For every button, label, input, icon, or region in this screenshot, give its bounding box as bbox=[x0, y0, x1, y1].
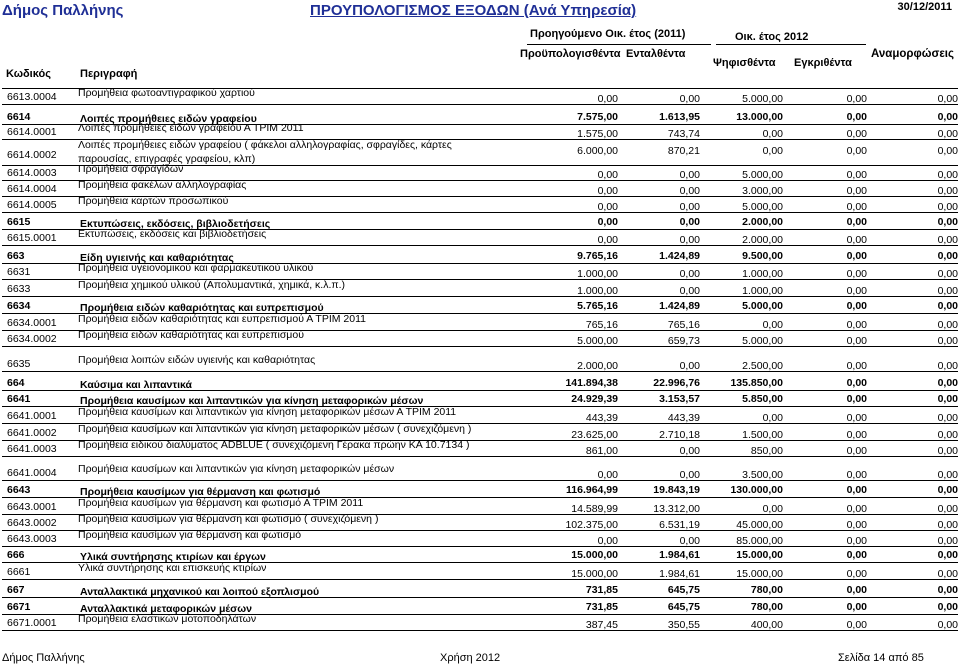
row-code: 6643 bbox=[7, 484, 31, 496]
row-separator bbox=[2, 480, 958, 481]
budgeted-value: 0,00 bbox=[597, 93, 618, 105]
voted-value: 1.500,00 bbox=[742, 429, 783, 441]
budgeted-value: 0,00 bbox=[597, 185, 618, 197]
ordered-value: 645,75 bbox=[667, 584, 700, 596]
ordered-value: 3.153,57 bbox=[659, 393, 700, 405]
row-description: Εκτυπώσεις, εκδόσεις και βιβλιοδετήσεις bbox=[78, 228, 267, 240]
voted-value: 85.000,00 bbox=[736, 535, 783, 547]
voted-value: 135.850,00 bbox=[730, 377, 783, 389]
row-code: 664 bbox=[7, 377, 25, 389]
row-code: 6635 bbox=[7, 358, 31, 370]
row-code: 6641.0002 bbox=[7, 427, 57, 439]
row-separator bbox=[2, 597, 958, 598]
revisions-value: 0,00 bbox=[937, 549, 958, 561]
row-code: 6641.0001 bbox=[7, 410, 57, 422]
current-year-heading: Οικ. έτος 2012 bbox=[735, 31, 809, 43]
approved-value: 0,00 bbox=[846, 335, 867, 347]
row-code: 6633 bbox=[7, 283, 31, 295]
approved-value: 0,00 bbox=[846, 216, 867, 228]
budgeted-value: 861,00 bbox=[585, 445, 618, 457]
ordered-value: 0,00 bbox=[679, 216, 700, 228]
row-description: Εκτυπώσεις, εκδόσεις, βιβλιοδετήσεις bbox=[80, 218, 271, 230]
ordered-value: 1.613,95 bbox=[659, 111, 700, 123]
row-description: Προμήθεια σφραγίδων bbox=[78, 163, 184, 175]
row-description: Προμήθεια ελαστικών μοτοποδηλάτων bbox=[78, 613, 257, 625]
row-code: 6641.0003 bbox=[7, 443, 57, 455]
approved-value: 0,00 bbox=[846, 412, 867, 424]
budgeted-value: 141.894,38 bbox=[565, 377, 618, 389]
column-header-voted: Ψηφισθέντα bbox=[713, 57, 776, 69]
voted-value: 3.500,00 bbox=[742, 469, 783, 481]
column-header-code: Κωδικός bbox=[6, 68, 51, 80]
row-description: Προμήθεια ειδών καθαριότητας και ευπρεπισμού bbox=[80, 302, 324, 314]
column-header-revisions: Αναμορφώσεις bbox=[871, 48, 954, 60]
budgeted-value: 1.000,00 bbox=[577, 268, 618, 280]
voted-value: 5.000,00 bbox=[742, 93, 783, 105]
voted-value: 1.000,00 bbox=[742, 285, 783, 297]
row-description: Προμήθεια καυσίμων για θέρμανση και φωτισμό Α ΤΡΙΜ 2011 bbox=[78, 497, 364, 509]
row-description: Προμήθεια καυσίμων και λιπαντικών για κίνηση μεταφορικών μέσων bbox=[80, 395, 424, 407]
ordered-value: 1.424,89 bbox=[659, 250, 700, 262]
row-code: 6614.0002 bbox=[7, 149, 57, 161]
voted-value: 0,00 bbox=[762, 503, 783, 515]
budgeted-value: 443,39 bbox=[585, 412, 618, 424]
row-description: Προμήθεια φωτοαντιγραφικού χαρτιού bbox=[78, 87, 255, 99]
row-separator bbox=[2, 390, 958, 391]
approved-value: 0,00 bbox=[846, 519, 867, 531]
budgeted-value: 1.575,00 bbox=[577, 128, 618, 140]
budgeted-value: 387,45 bbox=[585, 619, 618, 631]
revisions-value: 0,00 bbox=[937, 185, 958, 197]
report-title: ΠΡΟΥΠΟΛΟΓΙΣΜΟΣ ΕΞΟΔΩΝ (Ανά Υπηρεσία) bbox=[310, 2, 637, 19]
revisions-value: 0,00 bbox=[937, 93, 958, 105]
cur-year-underline bbox=[716, 44, 866, 45]
revisions-value: 0,00 bbox=[937, 519, 958, 531]
revisions-value: 0,00 bbox=[937, 584, 958, 596]
report-date: 30/12/2011 bbox=[897, 1, 952, 13]
ordered-value: 743,74 bbox=[667, 128, 700, 140]
row-separator bbox=[2, 212, 958, 213]
voted-value: 2.000,00 bbox=[742, 216, 783, 228]
budgeted-value: 14.589,99 bbox=[571, 503, 618, 515]
revisions-value: 0,00 bbox=[937, 128, 958, 140]
row-code: 6634.0002 bbox=[7, 333, 57, 345]
approved-value: 0,00 bbox=[846, 93, 867, 105]
voted-value: 2.500,00 bbox=[742, 360, 783, 372]
revisions-value: 0,00 bbox=[937, 268, 958, 280]
previous-year-heading: Προηγούμενο Οικ. έτος (2011) bbox=[530, 28, 686, 40]
budgeted-value: 0,00 bbox=[597, 234, 618, 246]
voted-value: 3.000,00 bbox=[742, 185, 783, 197]
budgeted-value: 731,85 bbox=[585, 584, 618, 596]
row-code: 6615 bbox=[7, 216, 31, 228]
row-description: Υλικά συντήρησης κτιρίων και έργων bbox=[80, 551, 266, 563]
ordered-value: 0,00 bbox=[679, 234, 700, 246]
approved-value: 0,00 bbox=[846, 285, 867, 297]
approved-value: 0,00 bbox=[846, 201, 867, 213]
row-separator bbox=[2, 579, 958, 580]
revisions-value: 0,00 bbox=[937, 201, 958, 213]
revisions-value: 0,00 bbox=[937, 335, 958, 347]
row-description: Προμήθεια καυσίμων για θέρμανση και φωτισμό ( συνεχιζόμενη ) bbox=[78, 513, 379, 525]
revisions-value: 0,00 bbox=[937, 619, 958, 631]
ordered-value: 0,00 bbox=[679, 169, 700, 181]
revisions-value: 0,00 bbox=[937, 319, 958, 331]
approved-value: 0,00 bbox=[846, 111, 867, 123]
approved-value: 0,00 bbox=[846, 169, 867, 181]
row-code: 6614.0001 bbox=[7, 126, 57, 138]
budgeted-value: 15.000,00 bbox=[571, 568, 618, 580]
row-code: 667 bbox=[7, 584, 25, 596]
revisions-value: 0,00 bbox=[937, 285, 958, 297]
footer-organization: Δήμος Παλλήνης bbox=[2, 652, 85, 664]
ordered-value: 22.996,76 bbox=[653, 377, 700, 389]
ordered-value: 0,00 bbox=[679, 93, 700, 105]
row-code: 6641.0004 bbox=[7, 467, 57, 479]
budgeted-value: 5.000,00 bbox=[577, 335, 618, 347]
row-separator bbox=[2, 104, 958, 105]
row-description: Προμήθεια καυσίμων για θέρμανση και φωτισμό bbox=[80, 486, 321, 498]
revisions-value: 0,00 bbox=[937, 503, 958, 515]
ordered-value: 0,00 bbox=[679, 535, 700, 547]
row-description: Προμήθεια ειδών καθαριότητας και ευπρεπισμού Α ΤΡΙΜ 2011 bbox=[78, 313, 367, 325]
budgeted-value: 765,16 bbox=[585, 319, 618, 331]
row-code: 663 bbox=[7, 250, 25, 262]
voted-value: 0,00 bbox=[762, 128, 783, 140]
row-separator bbox=[2, 346, 958, 347]
revisions-value: 0,00 bbox=[937, 111, 958, 123]
budgeted-value: 0,00 bbox=[597, 216, 618, 228]
voted-value: 1.000,00 bbox=[742, 268, 783, 280]
ordered-value: 350,55 bbox=[667, 619, 700, 631]
row-separator bbox=[2, 245, 958, 246]
footer-page-number: Σελίδα 14 από 85 bbox=[838, 652, 924, 664]
ordered-value: 1.984,61 bbox=[659, 568, 700, 580]
row-description-continued: παρουσίας, επιγραφές γραφείου, κλπ) bbox=[78, 153, 256, 165]
row-code: 6643.0001 bbox=[7, 501, 57, 513]
ordered-value: 0,00 bbox=[679, 445, 700, 457]
budgeted-value: 102.375,00 bbox=[565, 519, 618, 531]
approved-value: 0,00 bbox=[846, 568, 867, 580]
row-code: 6671 bbox=[7, 601, 31, 613]
ordered-value: 2.710,18 bbox=[659, 429, 700, 441]
voted-value: 13.000,00 bbox=[736, 111, 783, 123]
row-description: Προμήθεια λοιπών ειδών υγιεινής και καθαριότητας bbox=[78, 354, 316, 366]
row-separator bbox=[2, 630, 958, 631]
approved-value: 0,00 bbox=[846, 535, 867, 547]
budgeted-value: 2.000,00 bbox=[577, 360, 618, 372]
budgeted-value: 7.575,00 bbox=[577, 111, 618, 123]
row-code: 6613.0004 bbox=[7, 91, 57, 103]
budgeted-value: 5.765,16 bbox=[577, 300, 618, 312]
ordered-value: 0,00 bbox=[679, 268, 700, 280]
row-separator bbox=[2, 371, 958, 372]
row-description: Είδη υγιεινής και καθαριότητας bbox=[80, 252, 234, 264]
voted-value: 0,00 bbox=[762, 145, 783, 157]
row-code: 6661 bbox=[7, 566, 31, 578]
voted-value: 5.000,00 bbox=[742, 201, 783, 213]
approved-value: 0,00 bbox=[846, 503, 867, 515]
voted-value: 5.850,00 bbox=[742, 393, 783, 405]
row-description: Καύσιμα και λιπαντικά bbox=[80, 379, 192, 391]
column-header-budgeted: Προϋπολογισθέντα bbox=[520, 48, 621, 60]
ordered-value: 1.424,89 bbox=[659, 300, 700, 312]
approved-value: 0,00 bbox=[846, 469, 867, 481]
voted-value: 5.000,00 bbox=[742, 335, 783, 347]
row-description: Προμήθεια καυσίμων για θέρμανση και φωτισμό bbox=[78, 529, 302, 541]
row-code: 6634.0001 bbox=[7, 317, 57, 329]
ordered-value: 13.312,00 bbox=[653, 503, 700, 515]
approved-value: 0,00 bbox=[846, 429, 867, 441]
budgeted-value: 0,00 bbox=[597, 535, 618, 547]
column-header-ordered: Ενταλθέντα bbox=[626, 48, 686, 60]
prev-year-underline bbox=[527, 44, 711, 45]
voted-value: 5.000,00 bbox=[742, 169, 783, 181]
approved-value: 0,00 bbox=[846, 393, 867, 405]
approved-value: 0,00 bbox=[846, 145, 867, 157]
revisions-value: 0,00 bbox=[937, 535, 958, 547]
revisions-value: 0,00 bbox=[937, 216, 958, 228]
row-description: Ανταλλακτικά μεταφορικών μέσων bbox=[80, 603, 253, 615]
voted-value: 0,00 bbox=[762, 319, 783, 331]
row-description: Υλικά συντήρησης και επισκευής κτιρίων bbox=[78, 562, 267, 574]
row-code: 6641 bbox=[7, 393, 31, 405]
ordered-value: 6.531,19 bbox=[659, 519, 700, 531]
budgeted-value: 0,00 bbox=[597, 169, 618, 181]
budgeted-value: 9.765,16 bbox=[577, 250, 618, 262]
row-description: Προμήθεια καυσίμων και λιπαντικών για κίνηση μεταφορικών μέσων bbox=[78, 463, 395, 475]
row-description: Προμήθεια καυσίμων και λιπαντικών για κίνηση μεταφορικών μέσων Α ΤΡΙΜ 2011 bbox=[78, 406, 457, 418]
approved-value: 0,00 bbox=[846, 268, 867, 280]
ordered-value: 1.984,61 bbox=[659, 549, 700, 561]
report-header bbox=[0, 0, 960, 92]
budgeted-value: 1.000,00 bbox=[577, 285, 618, 297]
voted-value: 0,00 bbox=[762, 412, 783, 424]
row-description: Προμήθεια καρτών προσωπικού bbox=[78, 195, 229, 207]
approved-value: 0,00 bbox=[846, 250, 867, 262]
ordered-value: 645,75 bbox=[667, 601, 700, 613]
ordered-value: 443,39 bbox=[667, 412, 700, 424]
ordered-value: 19.843,19 bbox=[653, 484, 700, 496]
revisions-value: 0,00 bbox=[937, 250, 958, 262]
approved-value: 0,00 bbox=[846, 549, 867, 561]
budgeted-value: 24.929,39 bbox=[571, 393, 618, 405]
approved-value: 0,00 bbox=[846, 584, 867, 596]
revisions-value: 0,00 bbox=[937, 601, 958, 613]
revisions-value: 0,00 bbox=[937, 393, 958, 405]
approved-value: 0,00 bbox=[846, 128, 867, 140]
row-code: 6643.0002 bbox=[7, 517, 57, 529]
organization-name: Δήμος Παλλήνης bbox=[2, 2, 124, 19]
voted-value: 130.000,00 bbox=[730, 484, 783, 496]
voted-value: 5.000,00 bbox=[742, 300, 783, 312]
row-description: Προμήθεια καυσίμων και λιπαντικών για κίνηση μεταφορικών μέσων ( συνεχιζόμενη ) bbox=[78, 423, 472, 435]
row-description: Προμήθεια ειδών καθαριότητας και ευπρεπισμού bbox=[78, 329, 304, 341]
voted-value: 400,00 bbox=[750, 619, 783, 631]
row-description: Λοιπές προμήθειες ειδών γραφείου Α ΤΡΙΜ 2011 bbox=[78, 122, 304, 134]
approved-value: 0,00 bbox=[846, 319, 867, 331]
row-code: 6614.0004 bbox=[7, 183, 57, 195]
row-code: 6614.0005 bbox=[7, 199, 57, 211]
footer-fiscal-year: Χρήση 2012 bbox=[440, 652, 501, 664]
budgeted-value: 116.964,99 bbox=[566, 484, 618, 496]
voted-value: 850,00 bbox=[750, 445, 783, 457]
row-description: Λοιπές προμήθειες ειδών γραφείου ( φάκελοι αλληλογραφίας, σφραγίδες, κάρτες bbox=[78, 139, 452, 151]
row-description: Λοιπές προμήθειες ειδών γραφείου bbox=[80, 113, 257, 125]
row-code: 6643.0003 bbox=[7, 533, 57, 545]
budgeted-value: 731,85 bbox=[585, 601, 618, 613]
row-description: Ανταλλακτικά μηχανικού και λοιπού εξοπλισμού bbox=[80, 586, 320, 598]
revisions-value: 0,00 bbox=[937, 412, 958, 424]
revisions-value: 0,00 bbox=[937, 377, 958, 389]
approved-value: 0,00 bbox=[846, 619, 867, 631]
approved-value: 0,00 bbox=[846, 445, 867, 457]
budgeted-value: 0,00 bbox=[597, 201, 618, 213]
approved-value: 0,00 bbox=[846, 234, 867, 246]
budgeted-value: 15.000,00 bbox=[571, 549, 618, 561]
revisions-value: 0,00 bbox=[937, 234, 958, 246]
voted-value: 9.500,00 bbox=[742, 250, 783, 262]
approved-value: 0,00 bbox=[846, 360, 867, 372]
ordered-value: 0,00 bbox=[679, 285, 700, 297]
row-code: 6631 bbox=[7, 266, 31, 278]
ordered-value: 0,00 bbox=[679, 201, 700, 213]
voted-value: 2.000,00 bbox=[742, 234, 783, 246]
row-code: 6634 bbox=[7, 300, 31, 312]
voted-value: 15.000,00 bbox=[736, 568, 783, 580]
revisions-value: 0,00 bbox=[937, 568, 958, 580]
ordered-value: 0,00 bbox=[679, 185, 700, 197]
approved-value: 0,00 bbox=[846, 601, 867, 613]
row-separator bbox=[2, 546, 958, 547]
row-description: Προμήθεια υγειονομικού και φαρμακευτικού υλικού bbox=[78, 262, 314, 274]
revisions-value: 0,00 bbox=[937, 445, 958, 457]
ordered-value: 765,16 bbox=[667, 319, 700, 331]
voted-value: 780,00 bbox=[750, 584, 783, 596]
approved-value: 0,00 bbox=[846, 484, 867, 496]
revisions-value: 0,00 bbox=[937, 360, 958, 372]
column-header-approved: Εγκριθέντα bbox=[794, 57, 852, 69]
row-code: 666 bbox=[7, 549, 25, 561]
revisions-value: 0,00 bbox=[937, 469, 958, 481]
voted-value: 45.000,00 bbox=[736, 519, 783, 531]
ordered-value: 659,73 bbox=[667, 335, 700, 347]
ordered-value: 0,00 bbox=[679, 469, 700, 481]
row-code: 6615.0001 bbox=[7, 232, 57, 244]
row-description: Προμήθεια φακέλων αλληλογραφίας bbox=[78, 179, 247, 191]
revisions-value: 0,00 bbox=[937, 429, 958, 441]
ordered-value: 0,00 bbox=[679, 360, 700, 372]
voted-value: 780,00 bbox=[750, 601, 783, 613]
row-separator bbox=[2, 296, 958, 297]
voted-value: 15.000,00 bbox=[736, 549, 783, 561]
budgeted-value: 6.000,00 bbox=[577, 145, 618, 157]
row-description: Προμήθεια χημικού υλικού (Απολυμαντικά, χημικά, κ.λ.π.) bbox=[78, 279, 346, 291]
approved-value: 0,00 bbox=[846, 300, 867, 312]
revisions-value: 0,00 bbox=[937, 169, 958, 181]
row-description: Προμήθεια ειδικού διαλύματος ADBLUE ( συνεχιζόμενη Γέρακα πρώην ΚΑ 10.7134 ) bbox=[78, 439, 470, 451]
approved-value: 0,00 bbox=[846, 377, 867, 389]
row-code: 6614.0003 bbox=[7, 167, 57, 179]
revisions-value: 0,00 bbox=[937, 484, 958, 496]
approved-value: 0,00 bbox=[846, 185, 867, 197]
row-code: 6614 bbox=[7, 111, 31, 123]
column-header-description: Περιγραφή bbox=[80, 68, 138, 80]
row-separator bbox=[2, 456, 958, 457]
budgeted-value: 0,00 bbox=[597, 469, 618, 481]
ordered-value: 870,21 bbox=[667, 145, 700, 157]
row-code: 6671.0001 bbox=[7, 617, 57, 629]
budgeted-value: 23.625,00 bbox=[571, 429, 618, 441]
revisions-value: 0,00 bbox=[937, 300, 958, 312]
revisions-value: 0,00 bbox=[937, 145, 958, 157]
